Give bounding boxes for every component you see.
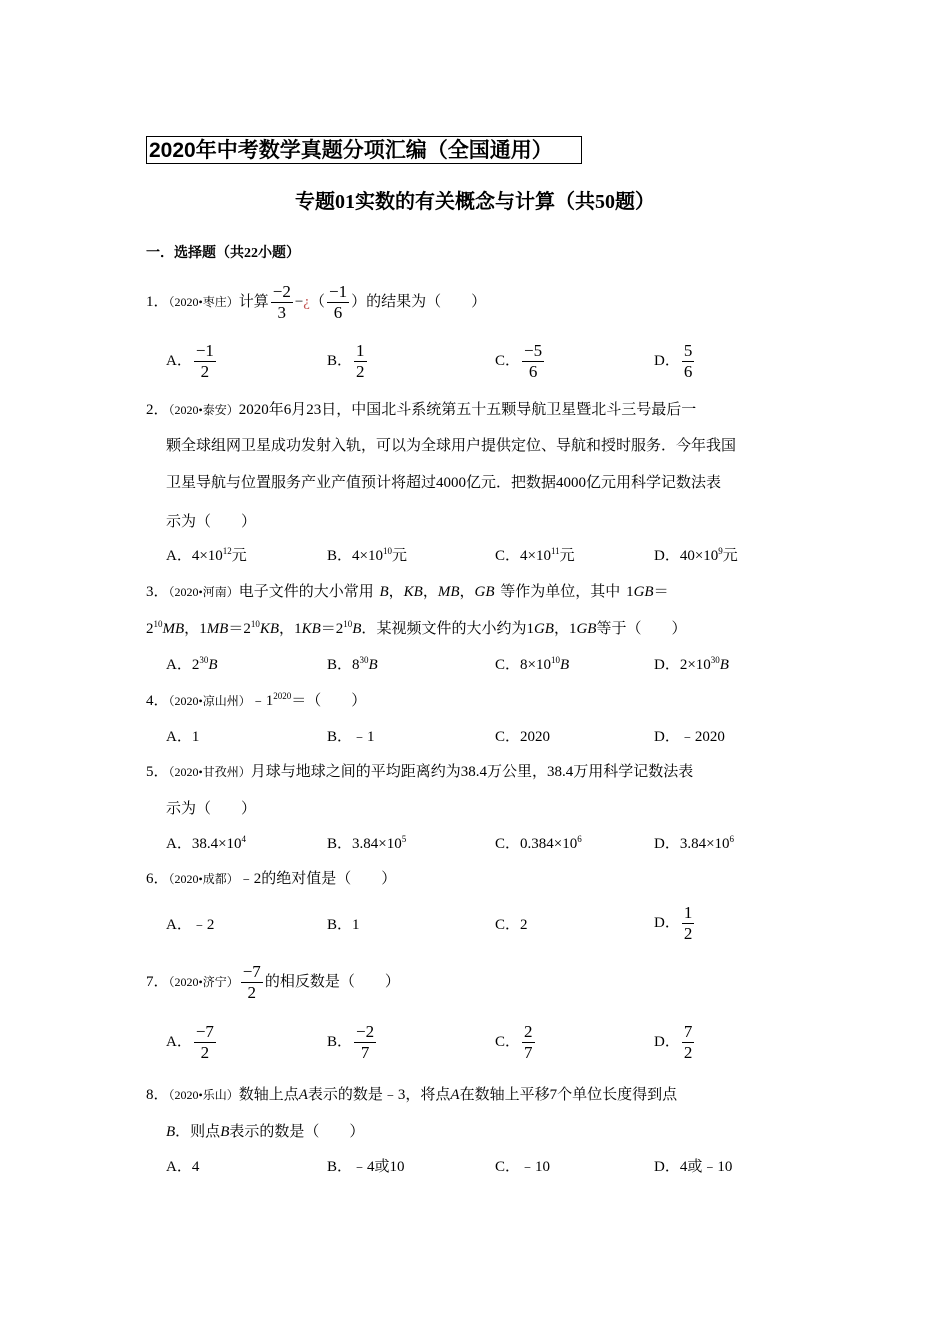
- q5-option-a: A．$38.4\times 10^4$: [166, 834, 247, 852]
- question-7: 7．（2020•济宁） $\frac{-7}{2}$ 的相反数是（ ）: [146, 962, 400, 1002]
- q6-option-a: A．﹣2: [166, 917, 215, 933]
- q2-option-c: C．$4\times 10^{11}$元: [495, 546, 575, 564]
- q5-option-c: C．$0.384\times 10^6$: [495, 834, 582, 852]
- question-number: 1．: [146, 293, 169, 310]
- question-5: 5．（2020•甘孜州）月球与地球之间的平均距离约为38.4万公里，38.4万用科学记数法表: [146, 764, 694, 780]
- question-source: （2020•乐山）: [168, 1088, 239, 1102]
- q3-option-b: B．$8^{30}B$: [327, 655, 378, 673]
- q2-option-a: A．$4\times 10^{12}$元: [166, 546, 247, 564]
- q7-option-b: B． $\frac{-2}{7}$: [327, 1022, 375, 1062]
- q7-option-c: C． $\frac{2}{7}$: [495, 1022, 533, 1062]
- fraction: $\frac{-2}{3}$: [272, 282, 291, 322]
- question-2-line-3: 卫星导航与位置服务产业产值预计将超过4000亿元．把数据4000亿元用科学记数法表: [166, 475, 722, 491]
- q1-option-b: B． $\frac{1}{2}$: [327, 341, 365, 381]
- q7-option-d: D． $\frac{7}{2}$: [654, 1022, 693, 1062]
- question-4: 4．（2020•凉山州）$﹣1^{2020}=$（ ）: [146, 691, 367, 709]
- q4-option-a: A．1: [166, 729, 200, 745]
- q1-option-d: D． $\frac{5}{6}$: [654, 341, 693, 381]
- q5-option-b: B．$3.84\times 10^5$: [327, 834, 407, 852]
- q5-option-d: D．$3.84\times 10^6$: [654, 834, 735, 852]
- q6-option-d: D． $\frac{1}{2}$: [654, 903, 693, 943]
- fraction: $\frac{-1}{6}$: [328, 282, 348, 322]
- q8-option-a: A．4: [166, 1159, 200, 1175]
- q2-option-b: B．$4\times 10^{10}$元: [327, 546, 407, 564]
- question-source: （2020•甘孜州）: [168, 765, 251, 779]
- q1-option-a: A． $\frac{-1}{2}$: [166, 341, 214, 381]
- q4-option-b: B．﹣1: [327, 729, 375, 745]
- q8-option-b: B．﹣4或10: [327, 1159, 405, 1175]
- question-5-line-2: 示为（ ）: [166, 801, 257, 817]
- section-heading: 一．选择题（共22小题）: [146, 246, 300, 261]
- question-2-line-4: 示为（ ）: [166, 514, 257, 530]
- q2-option-d: D．$40\times 10^9$元: [654, 546, 738, 564]
- q4-option-c: C．2020: [495, 729, 551, 745]
- question-source: （2020•成都）: [168, 872, 239, 886]
- q4-option-d: D．﹣2020: [654, 729, 725, 745]
- question-2-line-2: 颗全球组网卫星成功发射入轨，可以为全球用户提供定位、导航和授时服务．今年我国: [166, 438, 737, 454]
- question-source: （2020•枣庄）: [168, 294, 239, 309]
- q7-option-a: A． $\frac{-7}{2}$: [166, 1022, 214, 1062]
- question-8: 8．（2020•乐山）数轴上点A表示的数是﹣3，将点A在数轴上平移7个单位长度得到点: [146, 1087, 678, 1103]
- question-source: （2020•凉山州）: [168, 694, 251, 708]
- question-source: （2020•济宁）: [168, 974, 239, 989]
- question-8-line-2: B．则点B表示的数是（ ）: [166, 1124, 365, 1140]
- question-3-line-2: $2^{10}MB$，$1MB=2^{10}KB$，$1KB=2^{10}B$．某视频文件的大小约为1GB，1GB等于（ ）: [146, 619, 687, 637]
- question-3: 3．（2020•河南）电子文件的大小常用 B，KB，MB，GB 等作为单位，其中 1GB＝: [146, 584, 669, 600]
- q6-option-b: B．1: [327, 917, 360, 933]
- q3-option-a: A．$2^{30}B$: [166, 655, 218, 673]
- header-box-title: 2020年中考数学真题分项汇编（全国通用）: [146, 136, 582, 164]
- q8-option-d: D．4或﹣10: [654, 1159, 733, 1175]
- q6-option-c: C．2: [495, 917, 528, 933]
- q3-option-c: C．$8\times 10^{10}B$: [495, 655, 570, 673]
- question-source: （2020•泰安）: [168, 403, 239, 417]
- q1-option-c: C． $\frac{-5}{6}$: [495, 341, 543, 381]
- q3-option-d: D．$2\times 10^{30}B$: [654, 655, 729, 673]
- question-2: 2．（2020•泰安）2020年6月23日，中国北斗系统第五十五颗导航卫星暨北斗三号最后一: [146, 402, 697, 418]
- question-source: （2020•河南）: [168, 585, 239, 599]
- question-6: 6．（2020•成都）﹣2的绝对值是（ ）: [146, 871, 397, 887]
- q8-option-c: C．﹣10: [495, 1159, 551, 1175]
- question-1: 1．（2020•枣庄）计算 $\frac{-2}{3}$ −¿（ $\frac{-1}{6}$ ）的结果为（ ）: [146, 282, 487, 322]
- document-title: 专题01实数的有关概念与计算（共50题）: [295, 191, 655, 213]
